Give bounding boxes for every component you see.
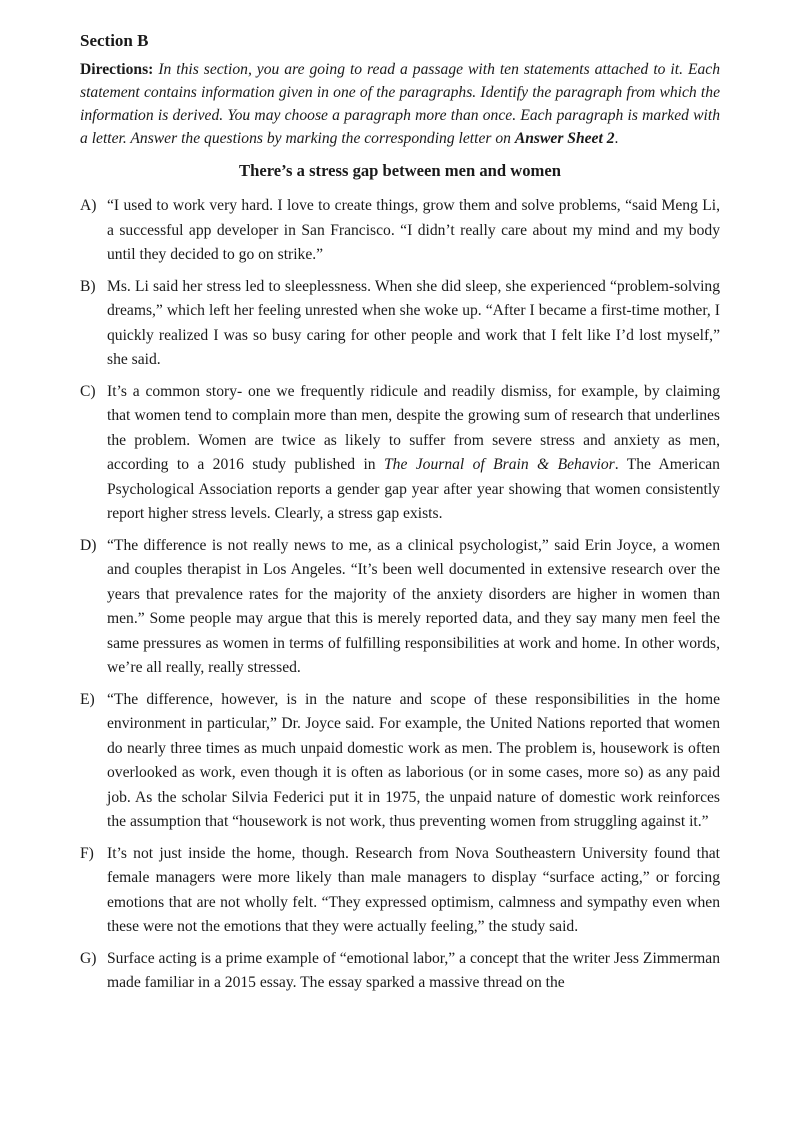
answer-sheet-reference: Answer Sheet 2 — [514, 130, 615, 147]
section-title: Section B — [80, 31, 149, 50]
paragraph-letter: B) — [80, 277, 96, 295]
paragraph-letter: F) — [80, 844, 94, 862]
directions-label: Directions: — [80, 61, 154, 78]
paragraph-text-before: It’s a common story- one we frequently ridicule and readily dismiss, for example, by claiming that women tend to complain more than men, despite the growing sum of research that underlines the problem. Women are twice as likely to suffer from severe stress and anxiety as men, according to a 2016 study published in — [107, 382, 720, 473]
paragraph-letter: E) — [80, 690, 95, 708]
paragraph-text-after: . The American Psychological Association reports a gender gap year after year showing that women consistently report higher stress levels. Clearly, a stress gap exists. — [107, 456, 720, 522]
paragraph-text: Surface acting is a prime example of “emotional labor,” a concept that the writer Jess Zimmerman made familiar in a 2015 essay. The essay sparked a massive thread on the — [107, 949, 720, 991]
paragraph-g — [80, 947, 720, 996]
paragraph-c — [80, 380, 720, 527]
paragraph-letter: C) — [80, 382, 96, 400]
paragraph-d — [80, 534, 720, 681]
paragraph-letter: A) — [80, 197, 97, 214]
paragraph-text: “The difference, however, is in the nature and scope of these responsibilities in the home environment in particular,” Dr. Joyce said. For example, the United Nations reported that women do nearly three times as much unpaid domestic work as men. The problem is, housework is often overlooked as work, even though it is often as laborious (or in some cases, more so) as any paid job. As the scholar Silvia Federici put it in 1975, the unpaid nature of domestic work reinforces the assumption that “housework is not work, thus preventing women from struggling against it.” — [107, 690, 720, 830]
paragraph-letter: D) — [80, 536, 97, 554]
paragraph-f — [80, 842, 720, 940]
paragraph-e — [80, 688, 720, 835]
paragraph-text: “I used to work very hard. I love to create things, grow them and solve problems, “said Meng Li, a successful app developer in San Francisco. “I didn’t really care about my mind and my body until they decided to go on strike.” — [107, 197, 720, 263]
directions — [80, 58, 720, 150]
journal-title: The Journal of Brain & Behavior — [383, 456, 615, 473]
paragraph-a — [80, 194, 720, 268]
directions-end: . — [614, 130, 619, 147]
directions-text: In this section, you are going to read a passage with ten statements attached to it. Each statement contains information given in one of the paragraphs. Identify the paragraph from which the information is derived. You may choose a paragraph more than once. Each paragraph is marked with a letter. Answer the questions by marking the corresponding letter on — [80, 61, 720, 147]
passage-title: There’s a stress gap between men and women — [239, 161, 561, 180]
paragraph-letter: G) — [80, 949, 97, 967]
paragraph-text — [107, 380, 720, 527]
paragraph-text: It’s not just inside the home, though. Research from Nova Southeastern University found that female managers were more likely than male managers to display “surface acting,” or forcing emotions that are not wholly felt. “They expressed optimism, calmness and sympathy even when these were not the emotions that they were actually feeling,” the study said. — [107, 844, 720, 935]
paragraph-b — [80, 275, 720, 373]
paragraph-text: Ms. Li said her stress led to sleeplessness. When she did sleep, she experienced “problem-solving dreams,” which left her feeling unrested when she woke up. “After I became a first-time mother, I quickly realized I was so busy caring for other people and work that I felt like I’d lost myself,” she said. — [107, 277, 720, 368]
paragraph-text: “The difference is not really news to me, as a clinical psychologist,” said Erin Joyce, a women and couples therapist in Los Angeles. “It’s been well documented in extensive research over the years that prevalence rates for the majority of the anxiety disorders are higher in women than men.” Some people may argue that this is merely reported data, and they say many men feel the same pressures as women in terms of fulfilling responsibilities at work and home. In other words, we’re all really, really stressed. — [107, 536, 720, 676]
